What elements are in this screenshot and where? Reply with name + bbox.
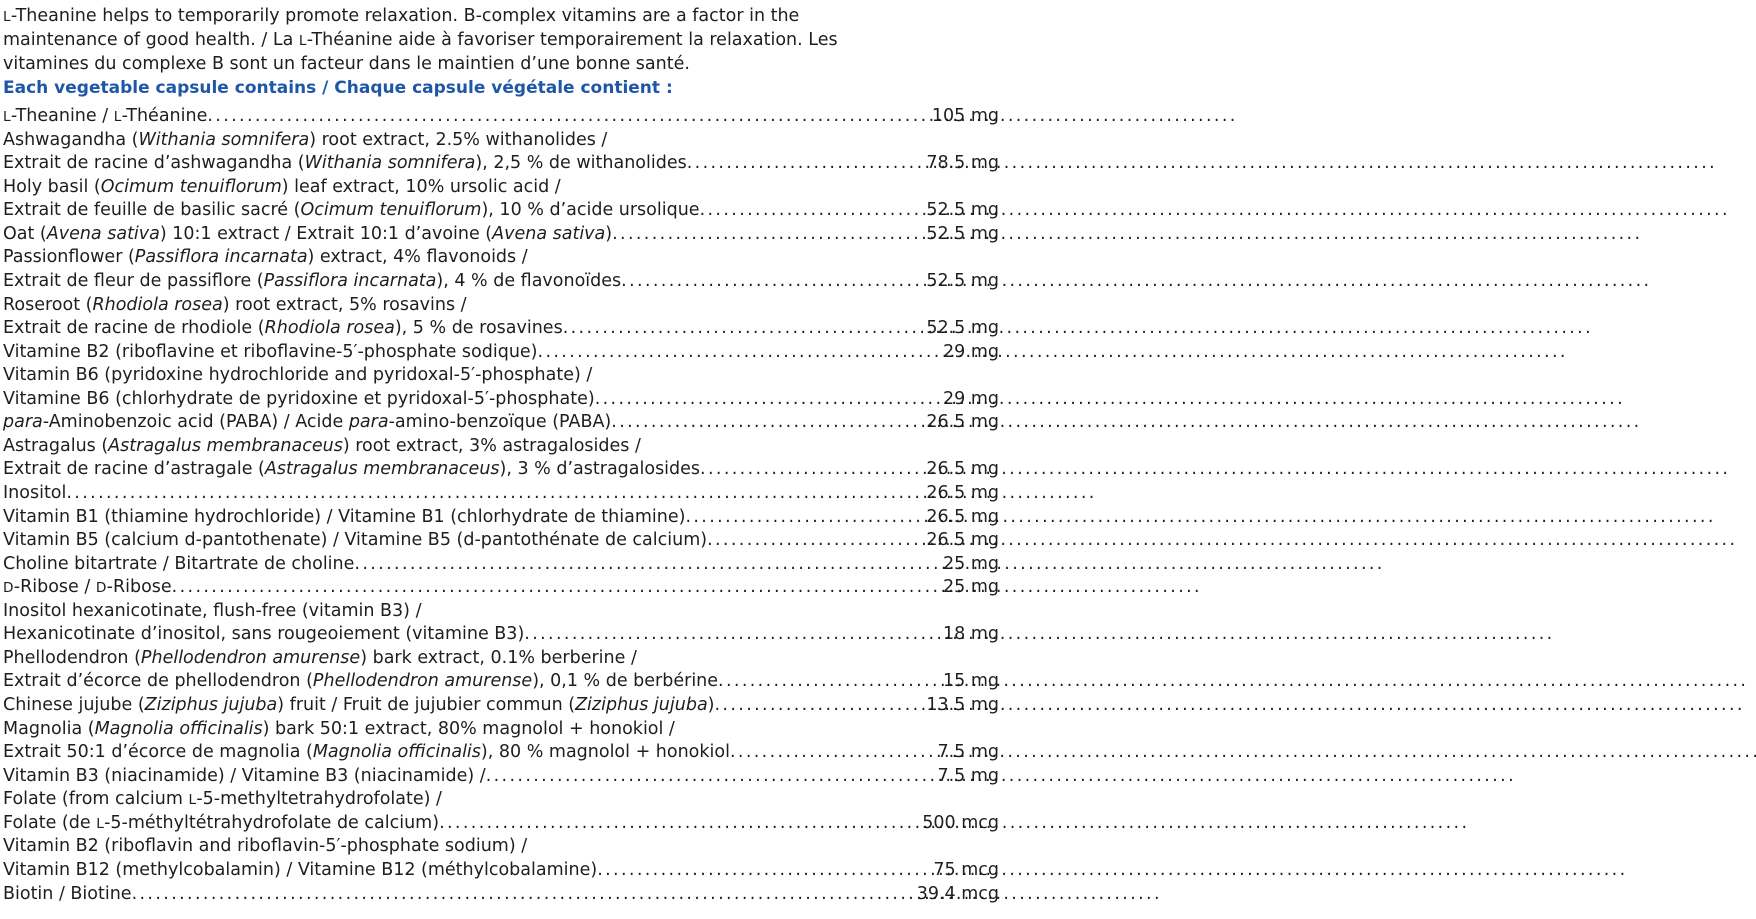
ingredient-amount: 39.4 mcg — [916, 883, 999, 904]
ingredient-name: Extrait d’écorce de phellodendron (Phellodendron amurense), 0,1 % de berbérine — [3, 671, 719, 692]
ingredient-line — [3, 623, 999, 647]
leader-dots — [611, 411, 922, 433]
ingredient-amount: 18 mg — [943, 624, 999, 645]
ingredient-name: Astragalus (Astragalus membranaceus) root extract, 3% astragalosides / — [3, 435, 641, 456]
ingredient-line — [3, 741, 999, 765]
ingredient-line — [3, 176, 999, 200]
leader-dots — [354, 553, 939, 575]
leader-dots — [685, 506, 922, 528]
ingredient-line — [3, 129, 999, 153]
ingredient-line — [3, 199, 999, 223]
leader-dots — [707, 529, 922, 551]
ingredient-line — [3, 600, 999, 624]
leader-dots — [700, 458, 922, 480]
ingredient-name: Oat (Avena sativa) 10:1 extract / Extrait 10:1 d’avoine (Avena sativa) — [3, 223, 613, 244]
ingredient-name: Passionflower (Passiflora incarnata) extract, 4% flavonoids / — [3, 247, 528, 268]
ingredient-line — [3, 694, 999, 718]
ingredient-line — [3, 812, 999, 836]
ingredient-name: Vitamin B3 (niacinamide) / Vitamine B3 (niacinamide) / — [3, 765, 486, 786]
ingredient-name: Inositol — [3, 483, 67, 503]
ingredient-line — [3, 859, 999, 883]
ingredient-line — [3, 647, 999, 671]
ingredient-name: Choline bitartrate / Bitartrate de choline — [3, 553, 355, 574]
ingredient-line — [3, 576, 999, 600]
intro-line: vitamines du complexe B sont un facteur dans le maintien d’une bonne santé. — [3, 54, 690, 74]
ingredient-amount: 52.5 mg — [926, 200, 999, 221]
ingredient-amount: 26.5 mg — [926, 412, 999, 433]
ingredient-name: Extrait de racine de rhodiole (Rhodiola rosea), 5 % de rosavines — [3, 318, 563, 338]
ingredient-name: D-Ribose / D-Ribose — [3, 577, 172, 598]
ingredient-name: Folate (from calcium L-5-methyltetrahydrofolate) / — [3, 789, 442, 810]
ingredient-amount: 7.5 mg — [937, 765, 999, 786]
ingredient-line — [3, 246, 999, 270]
ingredient-name: Roseroot (Rhodiola rosea) root extract, 5% rosavins / — [3, 294, 467, 315]
ingredient-line — [3, 317, 999, 341]
ingredient-line — [3, 482, 999, 506]
ingredient-name: Extrait de fleur de passiflore (Passiflora incarnata), 4 % de flavonoïdes — [3, 270, 622, 291]
ingredient-name: Magnolia (Magnolia officinalis) bark 50:1 extract, 80% magnolol + honokiol / — [3, 718, 675, 739]
ingredient-amount: 52.5 mg — [926, 223, 999, 244]
ingredient-line — [3, 152, 999, 176]
intro-line: maintenance of good health. / La L-Théanine aide à favoriser temporairement la relaxation. Les — [3, 30, 838, 50]
ingredient-name: Biotin / Biotine — [3, 883, 132, 904]
ingredient-amount: 26.5 mg — [926, 530, 999, 551]
intro-line: L-Theanine helps to temporarily promote relaxation. B-complex vitamins are a factor in the — [3, 6, 800, 26]
ingredient-line — [3, 883, 999, 907]
ingredient-amount: 75 mcg — [933, 859, 999, 880]
ingredient-line — [3, 270, 999, 294]
ingredient-name: Vitamin B6 (pyridoxine hydrochloride and pyridoxal-5′-phosphate) / — [3, 365, 593, 386]
ingredient-name: Extrait de racine d’ashwagandha (Withania somnifera), 2,5 % de withanolides — [3, 153, 687, 174]
leader-dots — [486, 765, 934, 787]
ingredient-amount: 52.5 mg — [926, 318, 999, 338]
ingredient-name: Vitamine B2 (riboflavine et riboflavine-5′-phosphate sodique) — [3, 341, 538, 362]
leader-dots — [563, 317, 923, 339]
leader-dots — [595, 388, 939, 410]
leader-dots — [439, 812, 918, 834]
leader-dots — [730, 741, 933, 763]
ingredient-line — [3, 506, 999, 530]
leader-dots — [621, 270, 922, 292]
ingredient-amount: 26.5 mg — [926, 459, 999, 480]
leader-dots — [687, 152, 923, 174]
ingredient-amount: 78.5 mg — [926, 153, 999, 174]
ingredient-line — [3, 765, 999, 789]
leader-dots — [700, 199, 923, 221]
ingredient-amount: 13.5 mg — [926, 695, 999, 715]
ingredient-amount: 500 mcg — [922, 812, 999, 833]
ingredient-name: Vitamin B2 (riboflavin and riboflavin-5′-phosphate sodium) / — [3, 836, 528, 857]
ingredient-amount: 29 mg — [943, 341, 999, 362]
ingredient-line — [3, 364, 999, 388]
ingredient-amount: 52.5 mg — [926, 270, 999, 291]
ingredient-line — [3, 458, 999, 482]
ingredient-line — [3, 435, 999, 459]
ingredient-name: Vitamin B5 (calcium d-pantothenate) / Vitamine B5 (d-pantothénate de calcium) — [3, 530, 708, 551]
ingredient-name: Vitamine B6 (chlorhydrate de pyridoxine et pyridoxal-5′-phosphate) — [3, 388, 595, 409]
ingredient-amount: 15 mg — [943, 671, 999, 692]
ingredients-heading: Each vegetable capsule contains / Chaque capsule végétale contient : — [3, 78, 673, 98]
ingredient-line — [3, 388, 999, 412]
ingredient-name: Hexanicotinate d’inositol, sans rougeoiement (vitamine B3) — [3, 624, 525, 645]
ingredient-amount: 25 mg — [943, 553, 999, 574]
ingredient-line — [3, 835, 999, 859]
ingredient-line — [3, 788, 999, 812]
ingredient-line — [3, 718, 999, 742]
ingredient-name: Phellodendron (Phellodendron amurense) bark extract, 0.1% berberine / — [3, 647, 637, 668]
ingredient-name: Chinese jujube (Ziziphus jujuba) fruit / Fruit de jujubier commun (Ziziphus jujuba) — [3, 695, 715, 715]
ingredient-line — [3, 223, 999, 247]
ingredient-name: Extrait 50:1 d’écorce de magnolia (Magnolia officinalis), 80 % magnolol + honokiol — [3, 742, 730, 763]
ingredient-name: Folate (de L-5-méthyltétrahydrofolate de calcium) — [3, 812, 440, 833]
ingredient-name: Inositol hexanicotinate, flush-free (vitamin B3) / — [3, 600, 422, 621]
ingredient-line — [3, 105, 999, 129]
ingredient-line — [3, 529, 999, 553]
ingredient-amount: 105 mg — [931, 106, 999, 126]
leader-dots — [172, 576, 939, 598]
ingredient-name: Vitamin B12 (methylcobalamin) / Vitamine B12 (méthylcobalamine) — [3, 859, 598, 880]
ingredient-line — [3, 553, 999, 577]
ingredient-amount: 7.5 mg — [937, 742, 999, 763]
ingredient-line — [3, 341, 999, 365]
leader-dots — [66, 482, 922, 504]
leader-dots — [715, 694, 923, 716]
ingredient-name: Ashwagandha (Withania somnifera) root extract, 2.5% withanolides / — [3, 129, 608, 150]
ingredient-amount: 29 mg — [943, 388, 999, 409]
ingredient-amount: 26.5 mg — [926, 483, 999, 503]
ingredient-name: Holy basil (Ocimum tenuiflorum) leaf extract, 10% ursolic acid / — [3, 176, 561, 197]
leader-dots — [612, 223, 922, 245]
ingredient-line — [3, 294, 999, 318]
ingredient-name: Extrait de racine d’astragale (Astragalus membranaceus), 3 % d’astragalosides — [3, 459, 701, 480]
leader-dots — [524, 623, 939, 645]
ingredient-name: para-Aminobenzoic acid (PABA) / Acide para-amino-benzoïque (PABA) — [3, 412, 612, 433]
ingredient-name: L-Theanine / L-Théanine — [3, 106, 208, 126]
ingredient-name: Extrait de feuille de basilic sacré (Ocimum tenuiflorum), 10 % d’acide ursolique — [3, 200, 700, 221]
ingredient-amount: 25 mg — [943, 577, 999, 598]
leader-dots — [718, 670, 939, 692]
leader-dots — [538, 341, 939, 363]
leader-dots — [132, 883, 913, 905]
ingredient-line — [3, 670, 999, 694]
ingredient-name: Vitamin B1 (thiamine hydrochloride) / Vitamine B1 (chlorhydrate de thiamine) — [3, 506, 686, 527]
leader-dots — [207, 105, 928, 127]
leader-dots — [597, 859, 929, 881]
ingredient-line — [3, 411, 999, 435]
ingredient-amount: 26.5 mg — [926, 506, 999, 527]
